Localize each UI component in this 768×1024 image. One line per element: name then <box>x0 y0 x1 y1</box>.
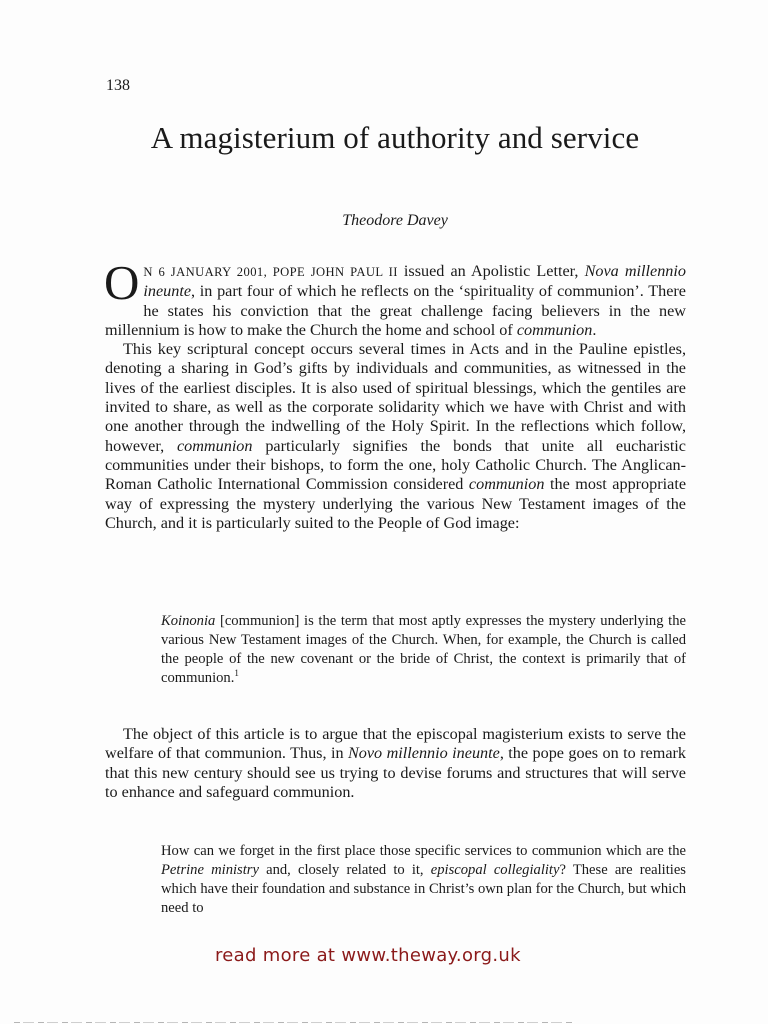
italic-run: communion <box>468 475 545 494</box>
text-run: How can we forget in the first place those specific services to communion which are the <box>161 843 686 859</box>
drop-cap: O <box>104 255 140 310</box>
scan-artifact-line <box>14 1022 574 1023</box>
paragraph-opening <box>104 255 686 340</box>
quote-text <box>161 612 686 688</box>
italic-run: communion <box>516 320 593 339</box>
paragraph-scriptural-concept <box>105 340 686 533</box>
italic-run: Koinonia <box>161 613 216 629</box>
text-run: [communion] is the term that most aptly expresses the mystery underlying the various New Testament images of the Church. When, for example, the Church is called the people of the new covenant or the bride of Christ, the context is primarily that of communion. <box>161 613 686 686</box>
text-run: issued an Apolistic Letter, <box>397 262 585 280</box>
text-run: particularly signifies the bonds that unite all eucharistic communities under their bishops, to form the one, holy Catholic Church. The Anglican-Roman Catholic International Commission considered <box>105 436 686 494</box>
italic-run: Novo millennio ineunte <box>347 744 500 763</box>
paragraph-object-of-article <box>105 725 686 802</box>
article-author: Theodore Davey <box>342 212 448 229</box>
text-run: , in part four of which he reflects on the ‘spirituality of communion’. There he states his conviction that the great challenge facing believers in the new millennium is how to make the Church the home and school of <box>105 282 686 339</box>
italic-run: Petrine ministry <box>161 862 259 878</box>
text-run: . <box>592 320 597 339</box>
page-number: 138 <box>106 77 130 94</box>
article-title: A magisterium of authority and service <box>150 120 640 155</box>
italic-run: episcopal collegiality <box>430 862 560 878</box>
text-run: ? These are realities which have their foundation and substance in Christ’s own plan for the Church, but which need to <box>161 862 686 916</box>
text-run: This key scriptural concept occurs several times in Acts and in the Pauline epistles, denoting a sharing in God’s gifts by individuals and communities, as witnessed in the lives of the earliest disciples. It is also used of spiritual blessings, which the gentiles are invited to share, as well as the corporate solidarity which we have with Christ and with one another through the indwelling of the Holy Spirit. In the reflections which follow, however, <box>105 340 686 455</box>
text-run: the most appropriate way of expressing the mystery underlying the various New Testament images of the Church, and it is particularly suited to the People of God image: <box>105 475 686 532</box>
italic-run: communion <box>176 436 253 455</box>
block-quote-koinonia <box>161 612 686 688</box>
text-run: The object of this article is to argue that the episcopal magisterium exists to serve the welfare of that communion. Thus, in <box>105 725 686 763</box>
body-section-1 <box>104 255 686 533</box>
body-section-2 <box>105 725 686 802</box>
read-more-link[interactable]: read more at www.theway.org.uk <box>215 945 521 966</box>
block-quote-petrine <box>161 842 686 918</box>
italic-run: Nova millennio ineunte <box>143 262 686 301</box>
opening-smallcaps: N 6 JANUARY 2001, POPE JOHN PAUL II <box>143 265 398 279</box>
footnote-marker[interactable]: 1 <box>234 668 239 678</box>
quote-text <box>161 842 686 918</box>
text-run: , the pope goes on to remark that this new century should see us trying to devise forums and structures that will serve to enhance and safeguard communion. <box>105 744 686 801</box>
text-run: and, closely related to it, <box>258 862 431 878</box>
